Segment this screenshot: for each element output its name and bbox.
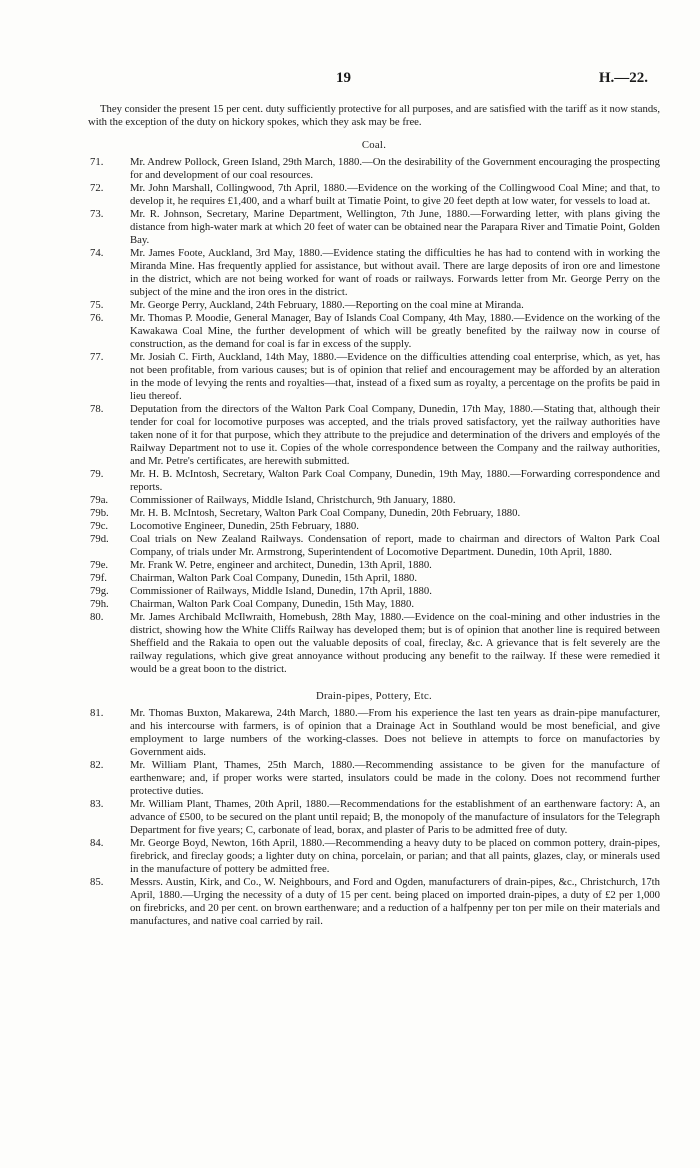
intro-paragraph: They consider the present 15 per cent. duty sufficiently protective for all purposes, and are satisfied with the tariff as it now stands, with the exception of the duty on hickory spokes, which they ask may be free. [88, 103, 660, 128]
item-number: 79a. [90, 494, 109, 506]
item-text: Deputation from the directors of the Walton Park Coal Company, Dunedin, 17th May, 1880.—Stating that, although their tender for coal for locomotive purposes was accepted, and the trials proved satisfactory, yet the railway authorities have taken none of it for that purpose, which they attribute to the prejudice and determination of the drivers and employés of the Railway Department not to use it. Copies of the whole correspondence between the Company and the railway authorities, and Mr. Petre's certificates, are herewith submitted. [130, 403, 660, 467]
item-number: 79. [90, 468, 104, 480]
list-item [88, 837, 660, 876]
item-text: Mr. H. B. McIntosh, Secretary, Walton Park Coal Company, Dunedin, 19th May, 1880.—Forwarding correspondence and reports. [130, 468, 660, 493]
page-header [0, 70, 700, 90]
item-number: 81. [90, 707, 104, 719]
item-number: 78. [90, 403, 104, 415]
item-text: Mr. George Boyd, Newton, 16th April, 1880.—Recommending a heavy duty to be placed on common pottery, drain-pipes, firebrick, and fireclay goods; a lighter duty on china, porcelain, or parian; and that all paints, glazes, clay, or minerals used in the manufacture of pottery be admitted free. [130, 837, 660, 875]
list-item [88, 798, 660, 837]
item-text: Locomotive Engineer, Dunedin, 25th February, 1880. [130, 520, 359, 532]
item-text: Mr. James Archibald McIlwraith, Homebush, 28th May, 1880.—Evidence on the coal-mining and other industries in the district, showing how the White Cliffs Railway has developed them; but is of opinion that another line is required between Sheffield and the Rakaia to open out the valuable deposits of coal, fireclay, &c. A grievance that is felt severely are the railway regulations, which give great annoyance without producing any benefit to the railway. If these were remedied it would be a great boon to the district. [130, 611, 660, 675]
item-text: Coal trials on New Zealand Railways. Condensation of report, made to chairman and directors of Walton Park Coal Company, of trials under Mr. Armstrong, Superintendent of Locomotive Department. Dunedin, 10th April, 1880. [130, 533, 660, 558]
item-text: Mr. James Foote, Auckland, 3rd May, 1880.—Evidence stating the difficulties he has had to contend with in working the Miranda Mine. Has frequently applied for assistance, but without avail. There are large deposits of iron ore and limestone in the district, which are not being worked for want of roads or railways. Forwards letter from Mr. George Perry on the subject of the mine and the iron ores in the district. [130, 247, 660, 298]
list-item [88, 299, 660, 312]
item-text: Mr. Thomas P. Moodie, General Manager, Bay of Islands Coal Company, 4th May, 1880.—Evidence on the working of the Kawakawa Coal Mine, the further development of which will be greatly benefited by the railway now in course of construction, as the demand for coal is far in excess of the supply. [130, 312, 660, 350]
item-text: Mr. William Plant, Thames, 20th April, 1880.—Recommendations for the establishment of an earthenware factory: A, an advance of £500, to be secured on the plant until repaid; B, the monopoly of the manufacture of insulators for the Telegraph Department for five years; C, carbonate of lead, borax, and plaster of Paris to be admitted free of duty. [130, 798, 660, 836]
page-number: 19 [336, 70, 351, 86]
item-text: Mr. Josiah C. Firth, Auckland, 14th May, 1880.—Evidence on the difficulties attending coal enterprise, which, as yet, has not been profitable, from various causes; but is of opinion that relief and encouragement may be afforded by an alteration in the mode of levying the rents and royalties—that, instead of a fixed sum as royalty, a percentage on the profits be paid in lieu thereof. [130, 351, 660, 402]
item-number: 83. [90, 798, 104, 810]
item-number: 84. [90, 837, 104, 849]
item-number: 82. [90, 759, 104, 771]
item-text: Chairman, Walton Park Coal Company, Dunedin, 15th May, 1880. [130, 598, 415, 610]
list-item [88, 468, 660, 494]
item-number: 79e. [90, 559, 109, 571]
document-reference: H.—22. [598, 70, 648, 86]
item-text: Mr. R. Johnson, Secretary, Marine Department, Wellington, 7th June, 1880.—Forwarding letter, with plans giving the distance from high-water mark at which 20 feet of water can be obtained near the Parapara River and Timatie Point, Golden Bay. [130, 208, 660, 246]
item-number: 77. [90, 351, 104, 363]
list-item [88, 611, 660, 676]
item-text: Mr. H. B. McIntosh, Secretary, Walton Park Coal Company, Dunedin, 20th February, 1880. [130, 507, 521, 519]
item-number: 79h. [90, 598, 109, 610]
item-number: 76. [90, 312, 104, 324]
list-item [88, 494, 660, 507]
list-item [88, 182, 660, 208]
item-number: 74. [90, 247, 104, 259]
list-item [88, 351, 660, 403]
list-item [88, 585, 660, 598]
section-heading: Coal. [361, 139, 387, 151]
item-number: 85. [90, 876, 104, 888]
item-number: 79f. [90, 572, 107, 584]
list-item [88, 520, 660, 533]
item-number: 80. [90, 611, 104, 623]
item-text: Commissioner of Railways, Middle Island, Christchurch, 9th January, 1880. [130, 494, 456, 506]
item-text: Mr. John Marshall, Collingwood, 7th April, 1880.—Evidence on the working of the Collingwood Coal Mine; and that, to develop it, he requires £1,400, and a wharf built at Timatie Point, to give 20 feet depth at low water, for vessels to load at. [130, 182, 660, 207]
list-item [88, 559, 660, 572]
list-item [88, 403, 660, 468]
item-number: 71. [90, 156, 104, 168]
item-text: Chairman, Walton Park Coal Company, Dunedin, 15th April, 1880. [130, 572, 418, 584]
item-number: 79d. [90, 533, 109, 545]
page-body [88, 103, 660, 928]
list-item [88, 312, 660, 351]
item-number: 75. [90, 299, 104, 311]
list-item [88, 208, 660, 247]
section-gap [88, 676, 660, 682]
item-text: Mr. George Perry, Auckland, 24th February, 1880.—Reporting on the coal mine at Miranda. [130, 299, 524, 311]
item-number: 73. [90, 208, 104, 220]
list-item [88, 598, 660, 611]
section-heading: Drain-pipes, Pottery, Etc. [315, 690, 433, 702]
list-item [88, 572, 660, 585]
item-number: 79c. [90, 520, 109, 532]
item-number: 79g. [90, 585, 109, 597]
item-number: 72. [90, 182, 104, 194]
item-text: Commissioner of Railways, Middle Island, Dunedin, 17th April, 1880. [130, 585, 432, 597]
list-item [88, 759, 660, 798]
item-text: Messrs. Austin, Kirk, and Co., W. Neighbours, and Ford and Ogden, manufacturers of drain-pipes, &c., Christchurch, 17th April, 1880.—Urging the necessity of a duty of 15 per cent. being placed on imported drain-pipes, a duty of £2 per 1,000 on firebricks, and 20 per cent. on brown earthenware; and a reduction of a halfpenny per ton per mile on their materials and manufactures, and native coal carried by rail. [130, 876, 660, 927]
item-number: 79b. [90, 507, 109, 519]
list-item [88, 707, 660, 759]
item-text: Mr. Frank W. Petre, engineer and architect, Dunedin, 13th April, 1880. [130, 559, 432, 571]
item-text: Mr. Andrew Pollock, Green Island, 29th March, 1880.—On the desirability of the Government encouraging the prospecting for and development of our coal resources. [130, 156, 660, 181]
list-item [88, 876, 660, 928]
item-text: Mr. William Plant, Thames, 25th March, 1880.—Recommending assistance to be given for the manufacture of earthenware; and, if proper works were started, insulators could be made in the colony. Does not recommend further protective duties. [130, 759, 660, 797]
list-item [88, 247, 660, 299]
list-item [88, 507, 660, 520]
list-item [88, 533, 660, 559]
item-text: Mr. Thomas Buxton, Makarewa, 24th March, 1880.—From his experience the last ten years as drain-pipe manufacturer, and his intercourse with farmers, is of opinion that a Drainage Act in Southland would be most beneficial, and give employment to large numbers of the working-classes. Does not believe in attempts to force on manufactories by Government aids. [130, 707, 660, 758]
list-item [88, 156, 660, 182]
